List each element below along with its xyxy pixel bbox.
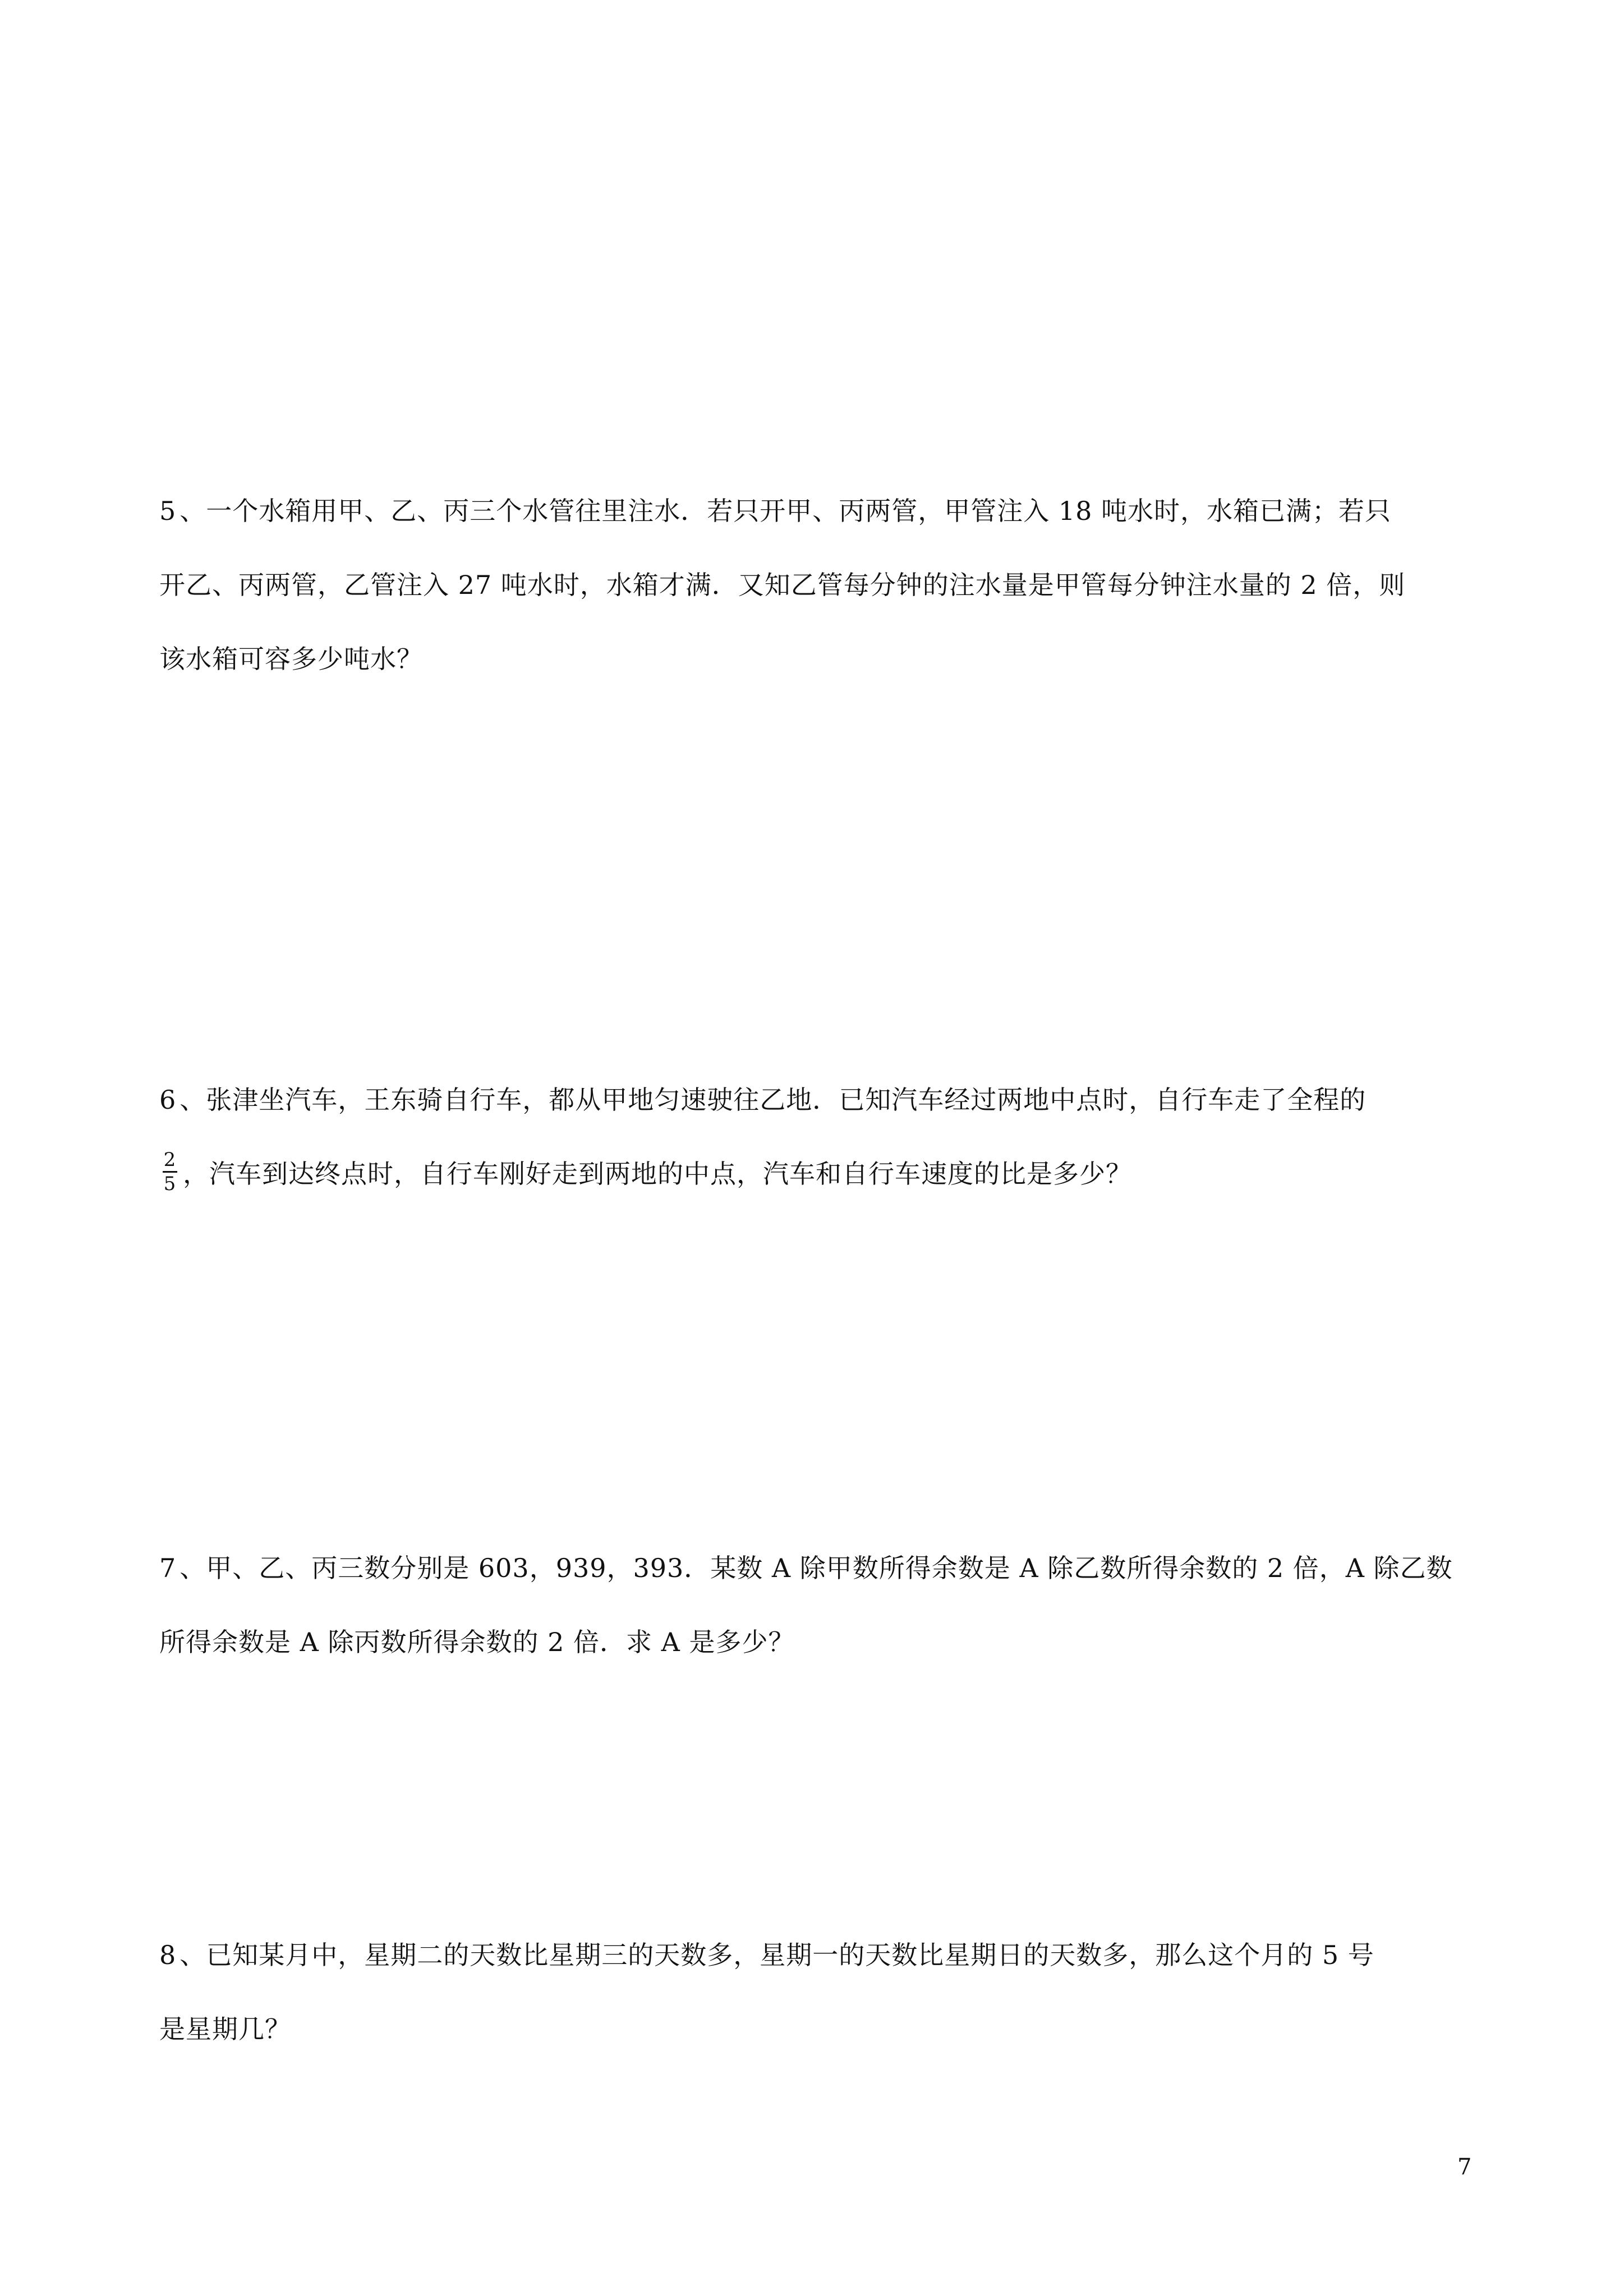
- problem-7-number: 7: [159, 1553, 177, 1583]
- problem-5-text-1: 、一个水箱用甲、乙、丙三个水管往里注水．若只开甲、丙两管，甲管注入 18 吨水时，水箱已满；若只: [180, 496, 1392, 526]
- problem-8-line-1: [159, 1918, 1483, 1992]
- problem-8-number: 8: [159, 1940, 177, 1970]
- problem-6-line-1: [159, 1063, 1483, 1137]
- problem-5-line-2: 开乙、丙两管，乙管注入 27 吨水时，水箱才满．又知乙管每分钟的注水量是甲管每分钟注水量的 2 倍，则: [159, 570, 1406, 600]
- problem-8: [159, 1918, 1483, 2066]
- problem-6-number: 6: [159, 1085, 177, 1115]
- page-number: 7: [1457, 2154, 1472, 2180]
- problem-5-line-3: 该水箱可容多少吨水？: [159, 644, 423, 674]
- problem-5-line-1: [159, 474, 1483, 548]
- problem-5-number: 5: [159, 496, 177, 526]
- problem-6-text-1: 、张津坐汽车，王东骑自行车，都从甲地匀速驶往乙地．已知汽车经过两地中点时，自行车走了全程的: [180, 1085, 1367, 1115]
- problem-8-line-2: 是星期几？: [159, 2014, 291, 2044]
- fraction-denominator: 5: [163, 1172, 177, 1195]
- problem-7: [159, 1531, 1483, 1679]
- problem-7-line-1: [159, 1531, 1483, 1605]
- problem-7-line-2: 所得余数是 A 除丙数所得余数的 2 倍．求 A 是多少？: [159, 1627, 795, 1657]
- fraction-two-fifths: [163, 1150, 177, 1194]
- fraction-numerator: 2: [163, 1148, 177, 1171]
- problem-6-text-2: ，汽车到达终点时，自行车刚好走到两地的中点，汽车和自行车速度的比是多少？: [183, 1159, 1132, 1189]
- problem-5: [159, 474, 1483, 696]
- problem-8-text-1: 、已知某月中，星期二的天数比星期三的天数多，星期一的天数比星期日的天数多，那么这个月的 5 号: [180, 1940, 1374, 1970]
- problem-6: [159, 1063, 1483, 1211]
- problem-6-line-2: [159, 1137, 1483, 1211]
- problem-7-text-1: 、甲、乙、丙三数分别是 603，939，393．某数 A 除甲数所得余数是 A 除乙数所得余数的 2 倍，A 除乙数: [180, 1553, 1453, 1583]
